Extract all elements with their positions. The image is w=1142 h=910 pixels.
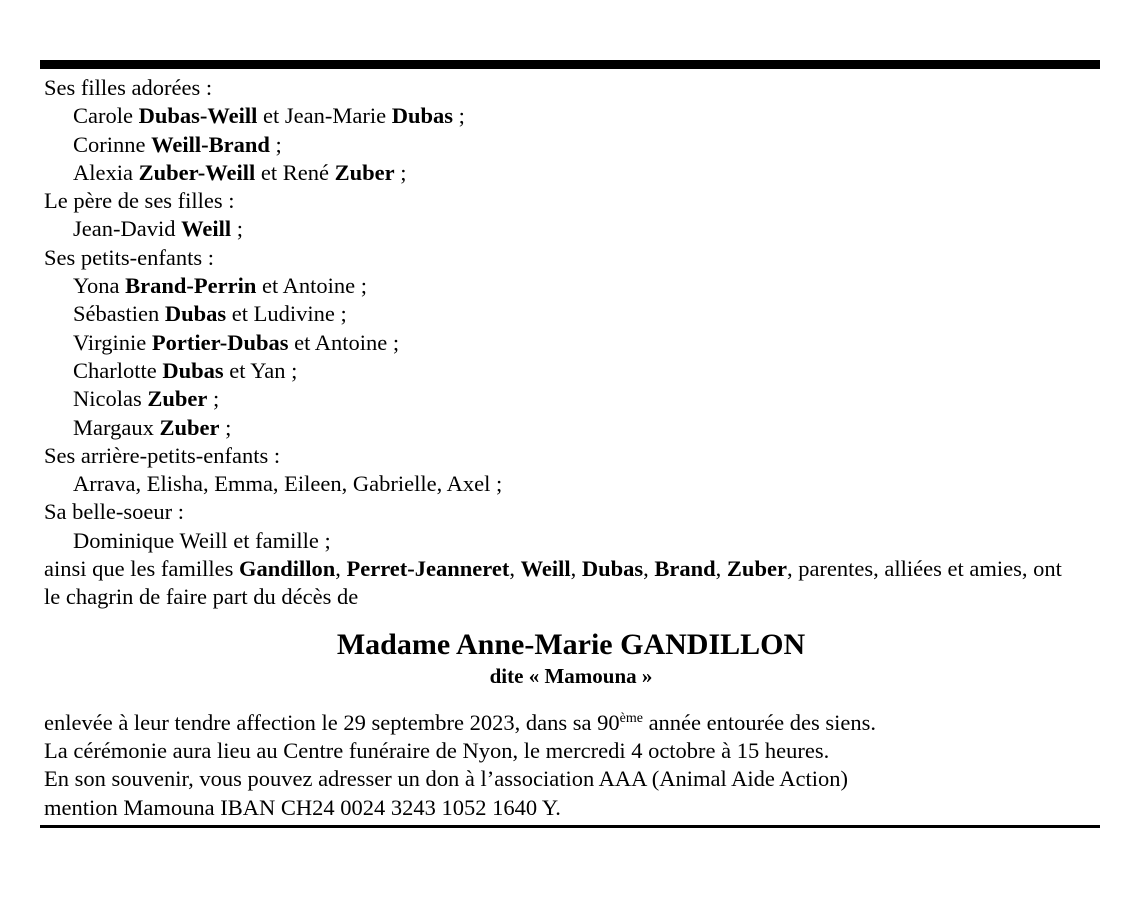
grandchildren-heading: Ses petits-enfants :	[44, 244, 214, 270]
line-rest: et Yan ;	[223, 357, 298, 383]
separator: ,	[335, 556, 347, 582]
first-name: Charlotte	[73, 357, 163, 383]
surname: Zuber	[334, 159, 395, 185]
iban-line: mention Mamouna IBAN CH24 0024 3243 1052 1640 Y.	[44, 794, 561, 820]
surname: Dubas	[391, 103, 453, 129]
line-rest: ;	[219, 414, 232, 440]
daughter-line	[44, 131, 1100, 159]
first-name: Jean-David	[73, 216, 182, 242]
surname: Portier-Dubas	[151, 329, 289, 355]
donation-line: En son souvenir, vous pouvez adresser un don à l’association AAA (Animal Aide Action)	[44, 766, 848, 792]
surname: Dubas	[162, 357, 224, 383]
top-rule	[40, 60, 1100, 69]
daughters-heading: Ses filles adorées :	[44, 75, 213, 100]
family-name: Perret-Jeanneret	[346, 556, 510, 582]
surname: Dubas-Weill	[138, 103, 258, 129]
family-name: Zuber	[726, 556, 787, 582]
daughter-line	[44, 159, 1100, 187]
first-name: Corinne	[73, 131, 152, 157]
first-name: Sébastien	[73, 301, 165, 327]
bottom-rule	[40, 825, 1100, 828]
line-end: ;	[269, 131, 282, 157]
passing-text: enlevée à leur tendre affection le 29 septembre 2023, dans sa 90	[44, 709, 620, 735]
family-name: Gandillon	[238, 556, 336, 582]
passing-text-end: année entourée des siens.	[642, 709, 876, 735]
connector-text: et René	[255, 159, 335, 185]
line-rest: et Antoine ;	[288, 329, 400, 355]
first-name: Margaux	[73, 414, 160, 440]
surname: Dubas	[164, 301, 227, 327]
first-name: Virginie	[73, 329, 152, 355]
grandchild-line	[44, 357, 1100, 385]
first-name: Nicolas	[73, 386, 148, 412]
grandchild-line	[44, 385, 1100, 413]
sister-in-law-line: Dominique Weill et famille ;	[73, 527, 331, 553]
surname: Brand-Perrin	[125, 273, 257, 299]
grandchild-line	[44, 329, 1100, 357]
family-name: Dubas	[581, 556, 644, 582]
deceased-name: Madame Anne-Marie GANDILLON	[336, 627, 806, 661]
grandchild-line	[44, 300, 1100, 328]
surname: Zuber	[147, 386, 208, 412]
line-rest: et Antoine ;	[256, 273, 367, 299]
grandchild-line	[44, 414, 1100, 442]
great-grandchildren-line: Arrava, Elisha, Emma, Eileen, Gabrielle, Axel ;	[73, 471, 503, 497]
families-intro: ainsi que les familles	[44, 556, 239, 582]
separator: ,	[570, 556, 582, 582]
surname: Zuber-Weill	[138, 159, 256, 185]
families-paragraph	[44, 555, 1064, 612]
line-end: ;	[394, 159, 407, 185]
ordinal-suffix: ème	[619, 710, 643, 726]
surname: Zuber	[159, 414, 220, 440]
surname: Weill	[181, 216, 232, 242]
father-heading: Le père de ses filles :	[44, 188, 235, 214]
great-grandchildren-heading: Ses arrière-petits-enfants :	[44, 442, 281, 468]
first-name: Yona	[73, 273, 126, 299]
death-notice	[40, 60, 1100, 828]
surname: Weill-Brand	[151, 131, 270, 157]
daughter-line	[44, 102, 1100, 130]
separator: ,	[715, 556, 727, 582]
deceased-block	[44, 628, 1098, 690]
families-outro: , parentes, alliées et amies, ont le chagrin de faire part du décès de	[44, 556, 1062, 610]
notice-body	[40, 74, 1100, 822]
first-name: Alexia	[73, 159, 139, 185]
ceremony-line: La cérémonie aura lieu au Centre funéraire de Nyon, le mercredi 4 octobre à 15 heures.	[44, 737, 830, 763]
father-line	[44, 215, 1100, 243]
family-name: Brand	[654, 556, 716, 582]
family-name: Weill	[520, 556, 571, 582]
line-rest: ;	[207, 386, 220, 412]
deceased-nickname: dite « Mamouna »	[489, 663, 653, 688]
connector-text: et Jean-Marie	[257, 103, 392, 129]
grandchild-line	[44, 272, 1100, 300]
separator: ,	[643, 556, 655, 582]
line-end: ;	[453, 103, 465, 129]
first-name: Carole	[73, 103, 139, 129]
passing-line	[44, 709, 1100, 737]
separator: ,	[509, 556, 521, 582]
sister-in-law-heading: Sa belle-soeur :	[44, 499, 184, 525]
line-rest: et Ludivine ;	[226, 301, 347, 327]
line-end: ;	[231, 216, 243, 242]
